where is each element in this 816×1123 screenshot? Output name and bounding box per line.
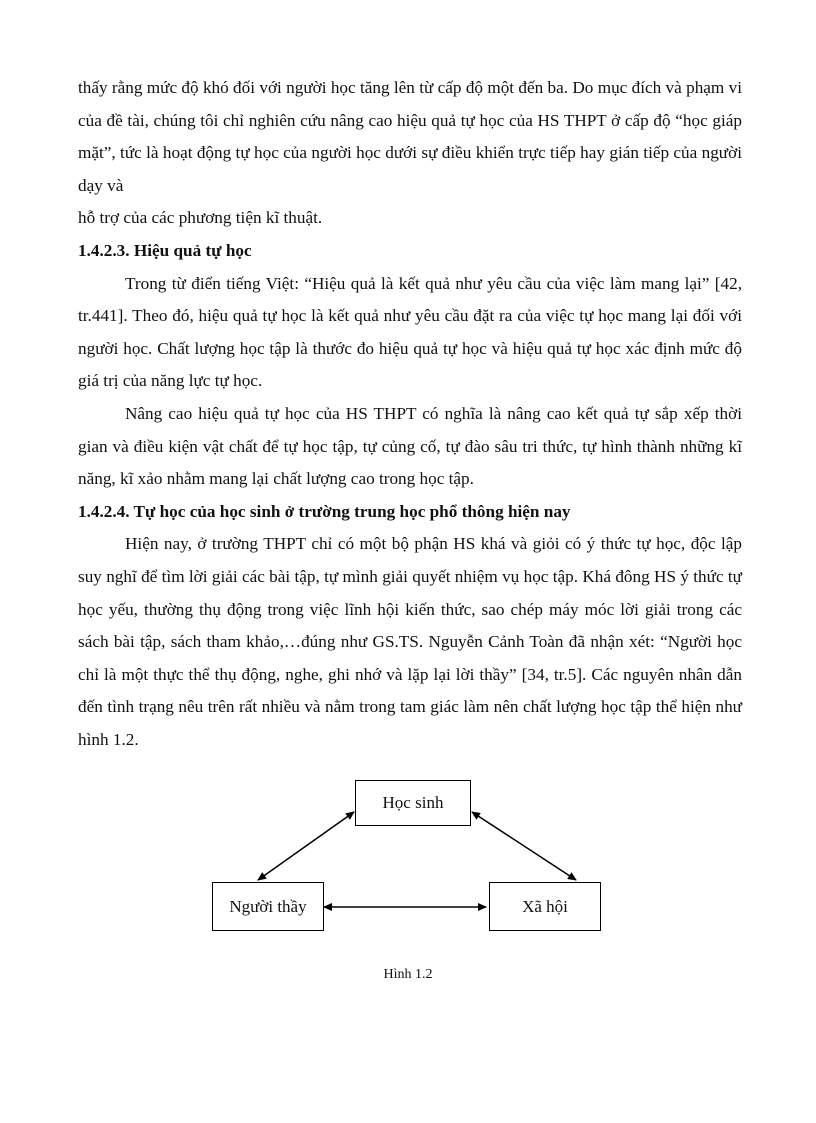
paragraph-continued-end: hỗ trợ của các phương tiện kĩ thuật.: [78, 208, 323, 228]
triangle-diagram: [200, 770, 620, 990]
paragraph-definition: Trong từ điển tiếng Việt: “Hiệu quả là kết quả như yêu cầu của việc làm mang lại” [42, tr.441]. Theo đó, hiệu quả tự học là kết quả như yêu cầu đặt ra của việc tự học mang lại đối với người học. Chất lượng học tập là thước đo hiệu quả tự học và hiệu quả tự học xác định mức độ giá trị của năng lực tự học.: [78, 273, 742, 391]
section-heading-1-4-2-4: 1.4.2.4. Tự học của học sinh ở trường trung học phổ thông hiện nay: [78, 501, 571, 521]
paragraph-current-state: Hiện nay, ở trường THPT chỉ có một bộ phận HS khá và giỏi có ý thức tự học, độc lập suy nghĩ để tìm lời giải các bài tập, tự mình giải quyết nhiệm vụ học tập. Khá đông HS ý thức tự học yếu, thường thụ động trong việc lĩnh hội kiến thức, sao chép máy móc lời giải trong các sách bài tập, sách tham khảo,…đúng như GS.TS. Nguyễn Cảnh Toàn đã nhận xét: “Người học chỉ là một thực thể thụ động, nghe, ghi nhớ và lặp lại lời thầy” [34, tr.5]. Các nguyên nhân dẫn đến tình trạng nêu trên rất nhiều và nằm trong tam giác làm nên chất lượng học tập thể hiện như hình 1.2.: [78, 534, 742, 749]
paragraph-improvement: Nâng cao hiệu quả tự học của HS THPT có nghĩa là nâng cao kết quả tự sắp xếp thời gian và điều kiện vật chất để tự học tập, tự củng cố, tự đào sâu tri thức, tự hình thành những kĩ năng, kĩ xảo nhằm mang lại chất lượng cao trong học tập.: [78, 403, 742, 489]
arrow-student-teacher: [258, 812, 354, 880]
body-text: [78, 72, 742, 756]
arrow-student-society: [472, 812, 576, 880]
figure-caption: Hình 1.2: [383, 967, 433, 982]
section-heading-1-4-2-3: 1.4.2.3. Hiệu quả tự học: [78, 240, 252, 260]
node-student: Học sinh: [355, 780, 471, 826]
paragraph-continued: thấy rằng mức độ khó đối với người học tăng lên từ cấp độ một đến ba. Do mục đích và phạm vi của đề tài, chúng tôi chỉ nghiên cứu nâng cao hiệu quả tự học của HS THPT ở cấp độ “học giáp mặt”, tức là hoạt động tự học của người học dưới sự điều khiển trực tiếp hay gián tiếp của người dạy và: [78, 78, 742, 195]
node-society: Xã hội: [489, 882, 601, 931]
node-teacher: Người thầy: [212, 882, 324, 931]
